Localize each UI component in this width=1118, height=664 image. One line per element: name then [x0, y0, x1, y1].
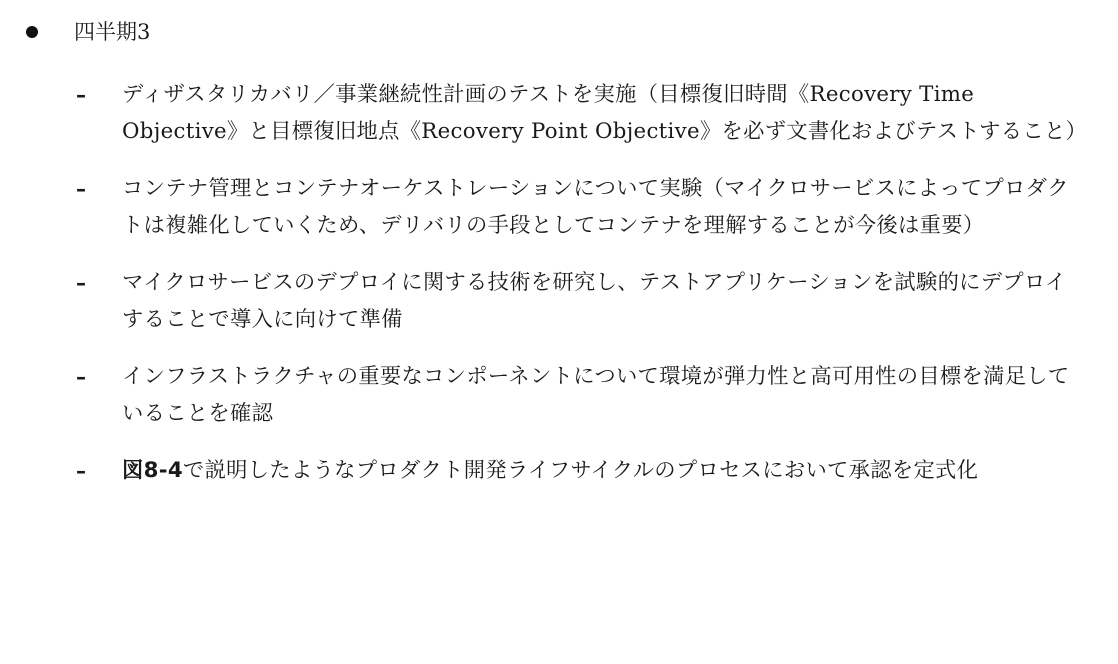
dash-icon: – — [76, 365, 87, 389]
dash-icon: – — [76, 459, 87, 483]
dash-icon: – — [76, 83, 87, 107]
list-item — [74, 171, 1084, 244]
task-list — [74, 77, 1088, 511]
section-title: 四半期3 — [74, 20, 151, 44]
section-heading — [26, 14, 150, 50]
item-text: マイクロサービスのデプロイに関する技術を研究し、テストアプリケーションを試験的にデプロイすることで導入に向けて準備 — [122, 270, 1067, 332]
item-text: で説明したようなプロダクト開発ライフサイクルのプロセスにおいて承認を定式化 — [182, 458, 979, 483]
item-text: インフラストラクチャの重要なコンポーネントについて環境が弾力性と高可用性の目標を満足していることを確認 — [122, 364, 1070, 426]
dash-icon: – — [76, 271, 87, 295]
list-item — [74, 359, 1084, 432]
item-text: コンテナ管理とコンテナオーケストレーションについて実験（マイクロサービスによってプロダクトは複雑化していくため、デリバリの手段としてコンテナを理解することが今後は重要） — [122, 176, 1069, 238]
list-item — [74, 77, 1088, 150]
list-item — [74, 265, 1084, 338]
dash-icon: – — [76, 177, 87, 201]
bullet-icon — [26, 26, 38, 38]
figure-reference: 図8-4 — [122, 458, 183, 483]
list-item — [74, 453, 1084, 490]
item-text: ディザスタリカバリ／事業継続性計画のテストを実施（目標復旧時間《Recovery Time Objective》と目標復旧地点《Recovery Point Objective》を必ず文書化およびテストすること） — [122, 82, 1088, 144]
